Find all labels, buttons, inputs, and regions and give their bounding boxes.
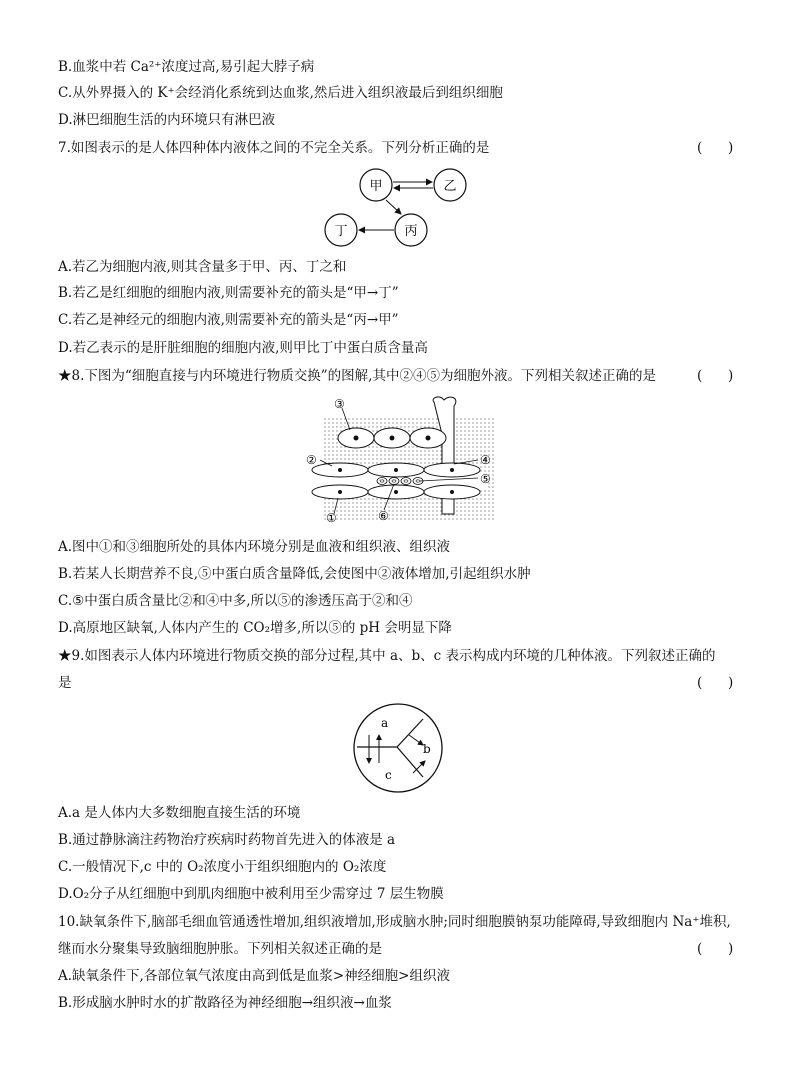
label-3: ③ (334, 397, 345, 411)
node-yi-label: 乙 (443, 179, 457, 194)
label-c: c (385, 768, 392, 782)
q10-option-a: A.缺氧条件下,各部位氧气浓度由高到低是血浆>神经细胞>组织液 (58, 968, 450, 984)
q8-stem: ★8.下图为“细胞直接与内环境进行物质交换”的图解,其中②④⑤为细胞外液。下列相关叙述正确的是 (58, 368, 656, 384)
q8-option-d: D.高原地区缺氧,人体内产生的 CO₂增多,所以⑤的 pH 会明显下降 (58, 620, 452, 636)
q7-option-b: B.若乙是红细胞的细胞内液,则需要补充的箭头是“甲→丁” (58, 285, 399, 301)
q7-option-d: D.若乙表示的是肝脏细胞的细胞内液,则甲比丁中蛋白质含量高 (58, 340, 428, 356)
q6-option-d: D.淋巴细胞生活的内环境只有淋巴液 (58, 112, 276, 128)
q7-diagram (320, 164, 472, 250)
q10-answer-paren: ( ) (697, 941, 734, 957)
tissue-cells-top (338, 428, 446, 448)
q7-stem: 7.如图表示的是人体四种体内液体之间的不完全关系。下列分析正确的是 (58, 140, 490, 156)
label-2: ② (306, 453, 317, 467)
label-1: ① (326, 511, 337, 524)
q6-option-c: C.从外界摄入的 K⁺会经消化系统到达血浆,然后进入组织液最后到组织细胞 (58, 85, 503, 101)
q9-option-b: B.通过静脉滴注药物治疗疾病时药物首先进入的体液是 a (58, 832, 396, 848)
label-5: ⑤ (480, 472, 491, 486)
q10-stem-line2: 继而水分聚集导致脑细胞肿胀。下列相关叙述正确的是 (58, 941, 382, 957)
q9-answer-paren: ( ) (697, 675, 734, 691)
q9-stem-line1: ★9.如图表示人体内环境进行物质交换的部分过程,其中 a、b、c 表示构成内环境的几种体液。下列叙述正确的 (58, 648, 716, 664)
q10-stem-line1: 10.缺氧条件下,脑部毛细血管通透性增加,组织液增加,形成脑水肿;同时细胞膜钠泵功能障碍,导致细胞内 Na⁺堆积, (58, 914, 731, 930)
q9-stem-line2: 是 (58, 675, 72, 691)
q9-option-d: D.O₂分子从红细胞中到肌肉细胞中被利用至少需穿过 7 层生物膜 (58, 886, 444, 902)
q7-option-a: A.若乙为细胞内液,则其含量多于甲、丙、丁之和 (58, 259, 347, 275)
label-a: a (381, 716, 389, 730)
arrow-jia-to-bing (386, 200, 401, 214)
node-jia-label: 甲 (369, 179, 383, 194)
q8-option-a: A.图中①和③细胞所处的具体内环境分别是血液和组织液、组织液 (58, 539, 451, 555)
label-b: b (423, 742, 431, 756)
q9-option-c: C.一般情况下,c 中的 O₂浓度小于组织细胞内的 O₂浓度 (58, 859, 387, 875)
q8-answer-paren: ( ) (697, 368, 734, 384)
label-4: ④ (480, 453, 491, 467)
node-ding-label: 丁 (334, 224, 348, 239)
q8-diagram (304, 394, 498, 524)
node-bing-label: 丙 (404, 224, 418, 239)
q8-option-b: B.若某人长期营养不良,⑤中蛋白质含量降低,会使图中②液体增加,引起组织水肿 (58, 566, 531, 582)
q6-option-b: B.血浆中若 Ca²⁺浓度过高,易引起大脖子病 (58, 59, 315, 75)
q9-option-a: A.a 是人体内大多数细胞直接生活的环境 (58, 805, 301, 821)
q10-option-b: B.形成脑水肿时水的扩散路径为神经细胞→组织液→血浆 (58, 995, 392, 1011)
q7-answer-paren: ( ) (697, 140, 734, 156)
label-6: ⑥ (378, 509, 389, 523)
q8-option-c: C.⑤中蛋白质含量比②和④中多,所以⑤的渗透压高于②和④ (58, 593, 413, 609)
q9-diagram (351, 701, 445, 795)
q7-option-c: C.若乙是神经元的细胞内液,则需要补充的箭头是“丙→甲” (58, 312, 399, 328)
